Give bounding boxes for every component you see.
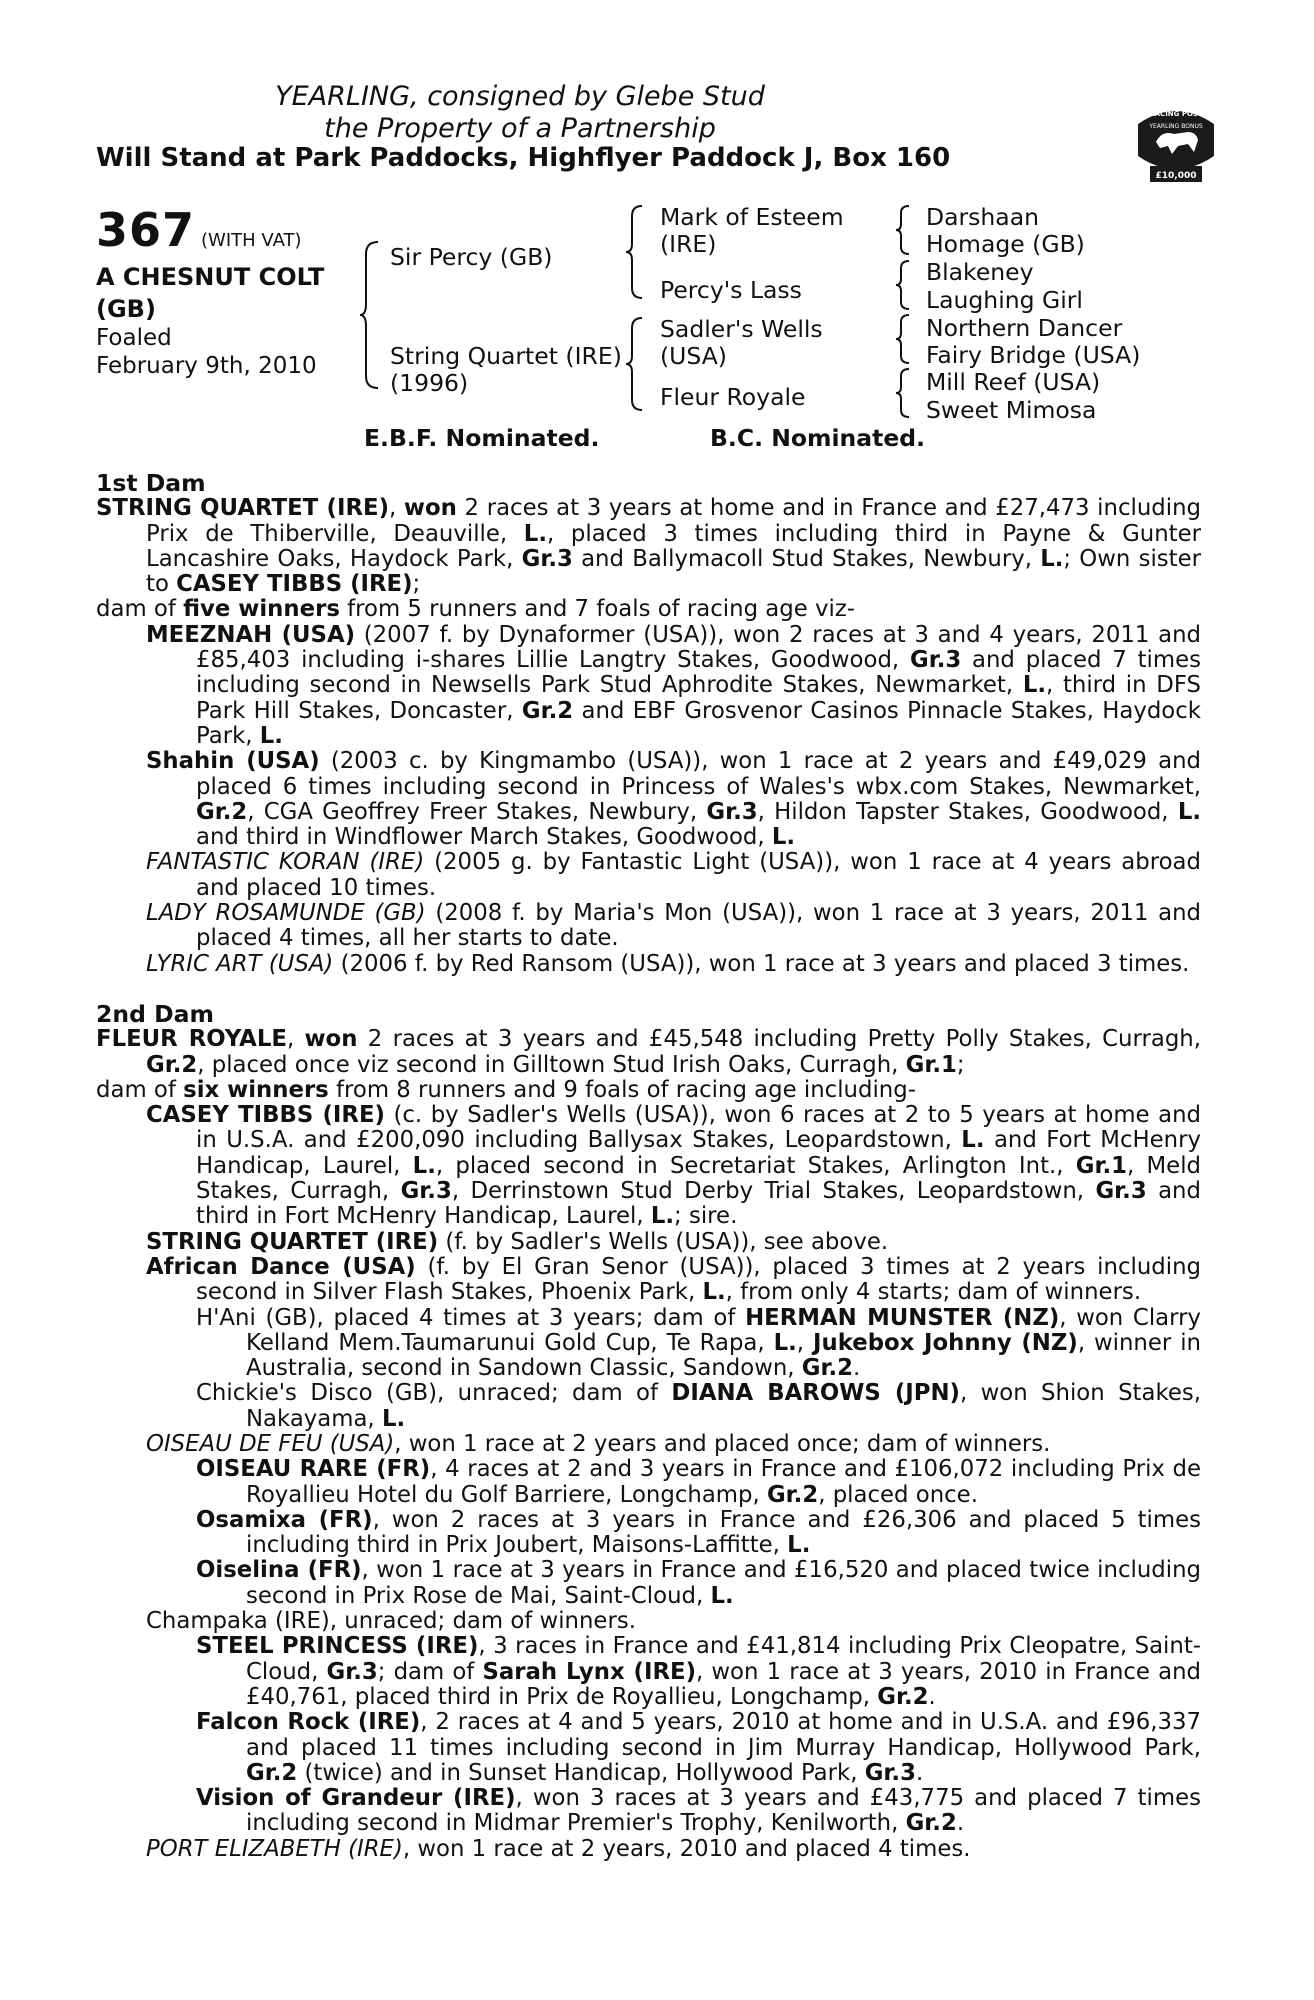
text: , won 3 races at 3 years and £43,775 and placed 7 times including second in Midmar Premier's Trophy, Kenilworth,: [246, 1785, 1201, 1837]
text: and EBF Grosvenor Casinos Pinnacle Stakes, Haydock Park,: [196, 697, 1201, 749]
text: and Ballymacoll Stud Stakes, Newbury,: [572, 545, 1041, 572]
produce-lady-rosamunde: [96, 901, 1201, 952]
foaled-date: February 9th, 2010: [96, 353, 317, 379]
produce-hani: [96, 1306, 1201, 1382]
produce-fantastic-koran: [96, 850, 1201, 901]
text: (c. by Sadler's Wells (USA)), won 6 races at 2 to 5 years at home and in U.S.A. and £200,090 including Ballysax Stakes, Leopardstown,: [196, 1102, 1201, 1154]
text: Champaka (IRE), unraced; dam of winners.: [146, 1608, 636, 1635]
text: .: [853, 1355, 861, 1382]
grade-listed: L.: [702, 1279, 726, 1306]
pedigree-dam-line-2: (1996): [390, 369, 469, 397]
grade: Gr.3: [326, 1658, 378, 1685]
text: ; sire.: [674, 1203, 738, 1230]
first-dam-heading: 1st Dam: [96, 469, 206, 497]
produce-port-elizabeth: [96, 1837, 1201, 1862]
produce-meeznah: [96, 623, 1201, 749]
text: , placed once viz second in Gilltown Stud Irish Oaks, Curragh,: [197, 1051, 906, 1078]
winners-count: five winners: [183, 596, 340, 623]
produce-osamixa: [96, 1508, 1201, 1559]
pedigree-dam-line-1: String Quartet (IRE): [390, 342, 622, 370]
pedigree-sds: Blakeney: [926, 258, 1034, 286]
horse-name: PORT ELIZABETH (IRE): [146, 1835, 403, 1862]
badge-amount: £10,000: [1155, 171, 1197, 181]
text: , won Clarry Kelland Mem.Taumarunui Gold Cup, Te Rapa,: [246, 1304, 1201, 1356]
pedigree-sire: Sir Percy (GB): [390, 243, 553, 271]
grade: Gr.2: [196, 798, 248, 825]
text: and third in Fort McHenry Handicap, Laurel,: [196, 1178, 1201, 1230]
grade-listed: L.: [259, 722, 283, 749]
produce-chickies-disco: [96, 1381, 1201, 1432]
text: 2 races at 3 years at home and in France and £27,473 including Prix de Thiberville, Deauville,: [146, 495, 1201, 547]
horse-name: STEEL PRINCESS (IRE): [196, 1633, 479, 1660]
horse-name: LYRIC ART (USA): [146, 950, 334, 977]
text: ; Own sister to: [146, 545, 1201, 598]
horse-name: HERMAN MUNSTER (NZ): [745, 1304, 1060, 1331]
text: and placed 7 times including second in Newsells Park Stud Aphrodite Stakes, Newmarket,: [196, 647, 1201, 699]
produce-vision-of-grandeur: [96, 1786, 1201, 1837]
grade: Gr.3: [909, 647, 962, 674]
text: (f. by Sadler's Wells (USA)), see above.: [438, 1228, 889, 1255]
pedigree-brace-sd: [896, 259, 912, 311]
horse-name: Sarah Lynx (IRE): [482, 1658, 697, 1685]
horse-name: Vision of Grandeur (IRE): [196, 1785, 516, 1812]
grade-listed: L.: [650, 1203, 675, 1230]
grade-listed: L.: [773, 1329, 797, 1356]
winners-count: six winners: [183, 1076, 329, 1103]
text: ;: [956, 1051, 965, 1078]
text: from 5 runners and 7 foals of racing age viz-: [339, 596, 856, 623]
horse-name: Jukebox Johnny (NZ): [812, 1329, 1078, 1356]
text: (2008 f. by Maria's Mon (USA)), won 1 race at 3 years, 2011 and placed 4 times, all her starts to date.: [196, 900, 1201, 952]
ebf-nominated: E.B.F. Nominated.: [364, 424, 600, 452]
grade: Gr.2: [905, 1810, 957, 1837]
horse-name: OISEAU RARE (FR): [196, 1456, 431, 1483]
grade: Gr.2: [246, 1759, 298, 1786]
text: , placed second in Secretariat Stakes, Arlington Int.,: [435, 1152, 1076, 1179]
pedigree-sd: Percy's Lass: [660, 276, 802, 304]
produce-african-dance: [96, 1255, 1201, 1306]
grade: Gr.3: [864, 1759, 916, 1786]
produce-champaka: [96, 1609, 1201, 1634]
text: (2005 g. by Fantastic Light (USA)), won 1 race at 4 years abroad and placed 10 times.: [196, 849, 1202, 901]
horse-name: DIANA BAROWS (JPN): [671, 1380, 960, 1407]
text: , CGA Geoffrey Freer Stakes, Newbury,: [247, 798, 707, 825]
pedigree-brace-sire-dam: [360, 240, 384, 390]
grade-listed: L.: [523, 520, 547, 547]
text: .: [915, 1759, 924, 1786]
stand-location: Will Stand at Park Paddocks, Highflyer Paddock J, Box 160: [96, 143, 951, 173]
lot-vat: (WITH VAT): [201, 230, 302, 251]
horse-name: OISEAU DE FEU (USA): [146, 1430, 395, 1457]
bc-nominated: B.C. Nominated.: [710, 424, 926, 452]
text: , third in DFS Park Hill Stakes, Doncaster,: [196, 672, 1202, 724]
first-dam-won: won: [403, 495, 457, 522]
lot-sex-line-1: A CHESNUT COLT: [96, 263, 325, 291]
first-dam-produce-summary: [96, 597, 1201, 622]
grade: Gr.1: [905, 1051, 957, 1078]
horse-name: Falcon Rock (IRE): [196, 1709, 421, 1736]
horse-name: Oiselina (FR): [196, 1557, 362, 1584]
badge-top-text: RACING POST: [1149, 110, 1203, 118]
text: .: [956, 1810, 965, 1837]
grade-listed: L.: [961, 1127, 985, 1154]
pedigree-ds-line-1: Sadler's Wells: [660, 315, 823, 343]
grade: Gr.3: [1095, 1178, 1147, 1205]
pedigree-brace-ss: [896, 204, 912, 256]
text: , won Shion Stakes, Nakayama,: [246, 1380, 1201, 1432]
text: , Derrinstown Stud Derby Trial Stakes, Leopardstown,: [451, 1178, 1096, 1205]
pedigree-dd: Fleur Royale: [660, 383, 806, 411]
pedigree-sdd: Laughing Girl: [926, 286, 1083, 314]
text: , won 1 race at 3 years, 2010 in France and £40,761, placed third in Prix de Royallieu, Longchamp,: [246, 1658, 1201, 1710]
horse-name: LADY ROSAMUNDE (GB): [146, 900, 426, 927]
grade-listed: L.: [381, 1405, 406, 1432]
text: , Hildon Tapster Stakes, Goodwood,: [757, 798, 1178, 825]
grade: Gr.2: [521, 697, 574, 724]
text: , won 1 race at 2 years, 2010 and placed 4 times.: [402, 1835, 971, 1862]
text: from 8 runners and 9 foals of racing age including-: [328, 1076, 916, 1103]
grade: Gr.3: [706, 798, 758, 825]
grade: Gr.2: [766, 1481, 819, 1508]
text: (2006 f. by Red Ransom (USA)), won 1 race at 3 years and placed 3 times.: [333, 950, 1190, 977]
first-dam-paragraph: STRING QUARTET (IRE), won 2 races at 3 years at home and in France and £27,473 including Prix de Thiberville, Deauville, L., placed 3 times including third in Payne & Gunter Lancashire Oaks, Haydock Park, Gr.3 and Ballymacoll Stud Stakes, Newbury, L.; Own sister to CASEY TIBBS (IRE);: [96, 495, 1201, 598]
text: Chickie's Disco (GB), unraced; dam of: [196, 1380, 672, 1407]
text: , placed once.: [818, 1481, 978, 1508]
pedigree-brace-dam-side: [626, 316, 646, 412]
foaled-label: Foaled: [96, 325, 172, 351]
text: , from only 4 starts; dam of winners.: [725, 1279, 1142, 1306]
second-dam-produce-summary: [96, 1078, 1201, 1103]
text: ; dam of: [377, 1658, 483, 1685]
grade-listed: L.: [1177, 798, 1201, 825]
produce-shahin: [96, 749, 1201, 850]
horse-name: Shahin (USA): [146, 748, 320, 775]
pedigree-brace-ds: [896, 313, 912, 365]
text: , Meld Stakes, Curragh,: [196, 1152, 1202, 1205]
text: 2 races at 3 years and £45,548 including Pretty Polly Stakes, Curragh,: [357, 1026, 1201, 1053]
header-line-1: YEARLING, consigned by Glebe Stud: [275, 81, 765, 112]
lot-number: 367: [96, 203, 196, 257]
text: , won 1 race at 3 years in France and £16,520 and placed twice including second in Prix Rose de Mai, Saint-Cloud,: [246, 1557, 1201, 1609]
text: , 2 races at 4 and 5 years, 2010 at home and in U.S.A. and £96,337 and placed 11 times including second in Jim Murray Handicap, Hollywood Park,: [246, 1709, 1201, 1761]
text: .: [928, 1683, 936, 1710]
pedigree-dds: Mill Reef (USA): [926, 368, 1101, 396]
second-dam-won: won: [304, 1026, 358, 1053]
second-dam-paragraph: FLEUR ROYALE, won 2 races at 3 years and £45,548 including Pretty Polly Stakes, Curragh, Gr.2, placed once viz second in Gilltown Stud Irish Oaks, Curragh, Gr.1;: [96, 1026, 1201, 1078]
first-dam-name: STRING QUARTET (IRE): [96, 495, 389, 522]
pedigree-ddd: Sweet Mimosa: [926, 396, 1097, 424]
horse-name: Osamixa (FR): [196, 1506, 373, 1533]
produce-falcon-rock: [96, 1710, 1201, 1786]
text: , 3 races in France and £41,814 including Prix Cleopatre, Saint-Cloud,: [246, 1633, 1201, 1685]
text: (twice) and in Sunset Handicap, Hollywood Park,: [297, 1759, 865, 1786]
produce-casey-tibbs: [96, 1103, 1201, 1229]
text: , won 2 races at 3 years in France and £26,306 and placed 5 times including third in Prix Joubert, Maisons-Laffitte,: [246, 1506, 1202, 1559]
grade: Gr.1: [1075, 1152, 1128, 1179]
text: (2007 f. by Dynaformer (USA)), won 2 races at 3 and 4 years, 2011 and £85,403 including i-shares Lillie Langtry Stakes, Goodwood,: [196, 621, 1201, 674]
grade: Gr.3: [400, 1178, 452, 1205]
pedigree-brace-dd: [896, 367, 912, 419]
text: , winner in Australia, second in Sandown Classic, Sandown,: [246, 1329, 1202, 1382]
grade-listed: L.: [1022, 672, 1046, 699]
horse-name: FANTASTIC KORAN (IRE): [146, 849, 425, 876]
pedigree-ds-line-2: (USA): [660, 342, 727, 370]
pedigree-sss: Darshaan: [926, 203, 1039, 231]
pedigree-dss: Northern Dancer: [926, 314, 1123, 342]
header-line-2: the Property of a Partnership: [324, 113, 716, 144]
grade-listed: L.: [787, 1532, 811, 1559]
badge-mid-text: YEARLING BONUS: [1149, 123, 1203, 130]
pedigree-ssd: Homage (GB): [926, 230, 1085, 258]
grade: Gr.2: [801, 1355, 854, 1382]
text: dam of: [96, 1076, 184, 1103]
produce-oiseau-rare: [96, 1457, 1201, 1508]
text: (2003 c. by Kingmambo (USA)), won 1 race at 2 years and £49,029 and placed 6 times including second in Princess of Wales's wbx.com Stakes, Newmarket,: [196, 748, 1201, 800]
sister-name: CASEY TIBBS (IRE): [176, 571, 413, 598]
text: , placed 3 times including third in Payne & Gunter Lancashire Oaks, Haydock Park,: [146, 520, 1201, 572]
text: (f. by El Gran Senor (USA)), placed 3 times at 2 years including second in Silver Flash Stakes, Phoenix Park,: [196, 1253, 1201, 1306]
horse-name: MEEZNAH (USA): [146, 621, 356, 648]
text: ,: [796, 1329, 813, 1356]
pedigree-dsd: Fairy Bridge (USA): [926, 341, 1141, 369]
lot-block: [96, 203, 324, 379]
horse-name: CASEY TIBBS (IRE): [146, 1102, 385, 1129]
text: , 4 races at 2 and 3 years in France and £106,072 including Prix de Royallieu Hotel du Golf Barriere, Longchamp,: [246, 1456, 1202, 1508]
catalogue-body: [96, 471, 1201, 1862]
produce-oiseau-de-feu: [96, 1432, 1201, 1457]
text: H'Ani (GB), placed 4 times at 3 years; dam of: [196, 1304, 746, 1331]
produce-steel-princess: [96, 1634, 1201, 1710]
grade-listed: L.: [1040, 545, 1064, 572]
second-dam-heading: 2nd Dam: [96, 999, 214, 1028]
grade: Gr.2: [146, 1051, 198, 1078]
text: and third in Windflower March Stakes, Goodwood,: [196, 824, 772, 851]
pedigree-brace-sire-side: [626, 204, 646, 300]
pedigree-ss-line-1: Mark of Esteem: [660, 203, 844, 231]
pedigree-ss-line-2: (IRE): [660, 230, 717, 258]
grade-listed: L.: [412, 1152, 436, 1179]
horse-name: STRING QUARTET (IRE): [146, 1228, 439, 1255]
text: ;: [412, 571, 421, 598]
horse-name: African Dance (USA): [146, 1253, 416, 1280]
text: , won 1 race at 2 years and placed once; dam of winners.: [394, 1430, 1051, 1457]
grade-listed: L.: [710, 1582, 734, 1609]
text: dam of: [96, 596, 184, 623]
second-dam-name: FLEUR ROYALE: [96, 1026, 287, 1053]
produce-string-quartet: [96, 1230, 1201, 1255]
text: and Fort McHenry Handicap, Laurel,: [196, 1127, 1201, 1179]
yearling-bonus-badge-icon: [1132, 94, 1220, 188]
grade: Gr.2: [877, 1683, 929, 1710]
grade: Gr.3: [521, 545, 573, 572]
produce-oiselina: [96, 1558, 1201, 1609]
produce-lyric-art: [96, 952, 1201, 977]
grade-listed: L.: [771, 824, 796, 851]
lot-sex-line-2: (GB): [96, 295, 156, 323]
